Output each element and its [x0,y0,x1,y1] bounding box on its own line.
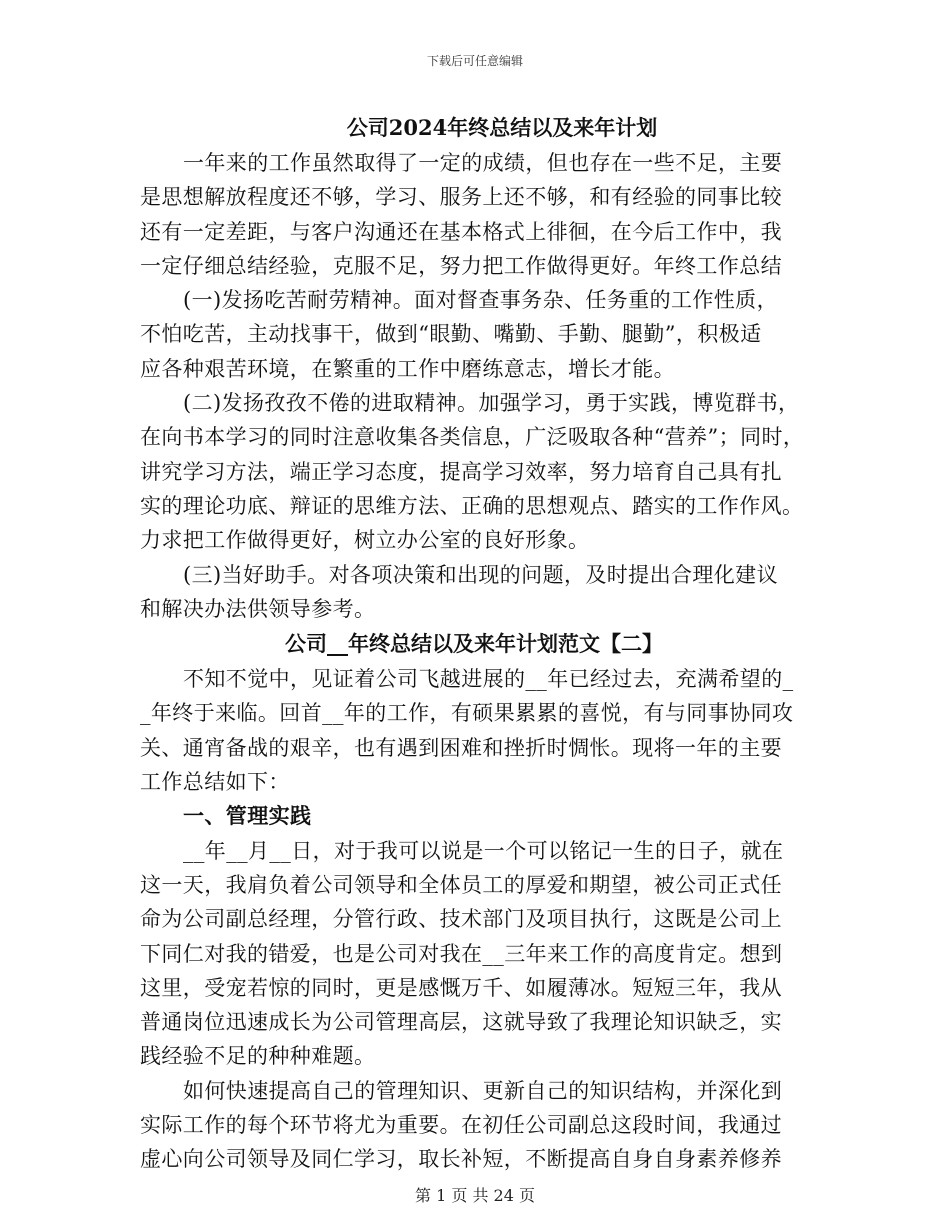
paragraph-line: 普通岗位迅速成长为公司管理高层，这就导致了我理论知识缺乏，实 [140,1010,782,1035]
paragraph-line: (三)当好助手。对各项决策和出现的问题，及时提出合理化建议 [183,562,778,587]
paragraph-line: 实的理论功底、辩证的思维方法、正确的思想观点、踏实的工作作风。 [140,493,804,518]
paragraph-line: 在向书本学习的同时注意收集各类信息，广泛吸取各种“营养”；同时， [140,425,805,450]
paragraph-line: 应各种艰苦环境，在繁重的工作中磨练意志，增长才能。 [140,356,675,381]
page-header: 下载后可任意编辑 [426,54,523,68]
section-title: 公司__年终总结以及来年计划范文【二】 [285,631,663,657]
document-body [140,110,808,1177]
paragraph-line: 这一天，我肩负着公司领导和全体员工的厚爱和期望，被公司正式任 [140,872,782,897]
paragraph-line: 关、通宵备战的艰辛，也有遇到困难和挫折时惆怅。现将一年的主要 [140,735,782,760]
paragraph-line: 是思想解放程度还不够，学习、服务上还不够，和有经验的同事比较 [140,185,782,210]
section-heading: 一、管理实践 [183,803,312,829]
paragraph-line: 践经验不足的种种难题。 [140,1044,376,1069]
paragraph-line: 讲究学习方法，端正学习态度，提高学习效率，努力培育自己具有扎 [140,459,782,484]
page-footer: 第 1 页 共 24 页 [415,1186,535,1205]
paragraph-line: 工作总结如下： [140,770,290,795]
paragraph-line: __年__月__日，对于我可以说是一个可以铭记一生的日子，就在 [183,838,784,863]
paragraph-line: 命为公司副总经理，分管行政、技术部门及项目执行，这既是公司上 [140,907,782,932]
paragraph-line: 这里，受宠若惊的同时，更是感慨万千、如履薄冰。短短三年，我从 [140,975,782,1000]
paragraph-line: 实际工作的每个环节将尤为重要。在初任公司副总这段时间，我通过 [140,1113,782,1138]
paragraph-line: 还有一定差距，与客户沟通还在基本格式上徘徊，在今后工作中，我 [140,219,782,244]
paragraph-line: 一定仔细总结经验，克服不足，努力把工作做得更好。年终工作总结 [140,253,782,278]
paragraph-line: 和解决办法供领导参考。 [140,596,376,621]
paragraph-line: 不怕吃苦，主动找事干，做到“眼勤、嘴勤、手勤、腿勤”，积极适 [140,322,762,347]
paragraph-line: 一年来的工作虽然取得了一定的成绩，但也存在一些不足，主要 [183,151,783,175]
paragraph-line: 不知不觉中，见证着公司飞越进展的__年已经过去，充满希望的_ [183,667,794,692]
paragraph-line: (二)发扬孜孜不倦的进取精神。加强学习，勇于实践，博览群书， [183,391,800,416]
paragraph-line: 下同仁对我的错爱，也是公司对我在__三年来工作的高度肯定。想到 [140,941,783,966]
paragraph-line: _年终于来临。回首__年的工作，有硕果累累的喜悦，有与同事协同攻 [140,701,794,726]
paragraph-line: 如何快速提高自己的管理知识、更新自己的知识结构，并深化到 [183,1078,783,1103]
paragraph-line: 力求把工作做得更好，树立办公室的良好形象。 [140,528,590,553]
paragraph-line: (一)发扬吃苦耐劳精神。面对督查事务杂、任务重的工作性质， [183,288,778,313]
paragraph-line: 虚心向公司领导及同仁学习，取长补短，不断提高自身自身素养修养 [140,1147,782,1172]
document-title: 公司2024年终总结以及来年计划 [346,115,658,140]
